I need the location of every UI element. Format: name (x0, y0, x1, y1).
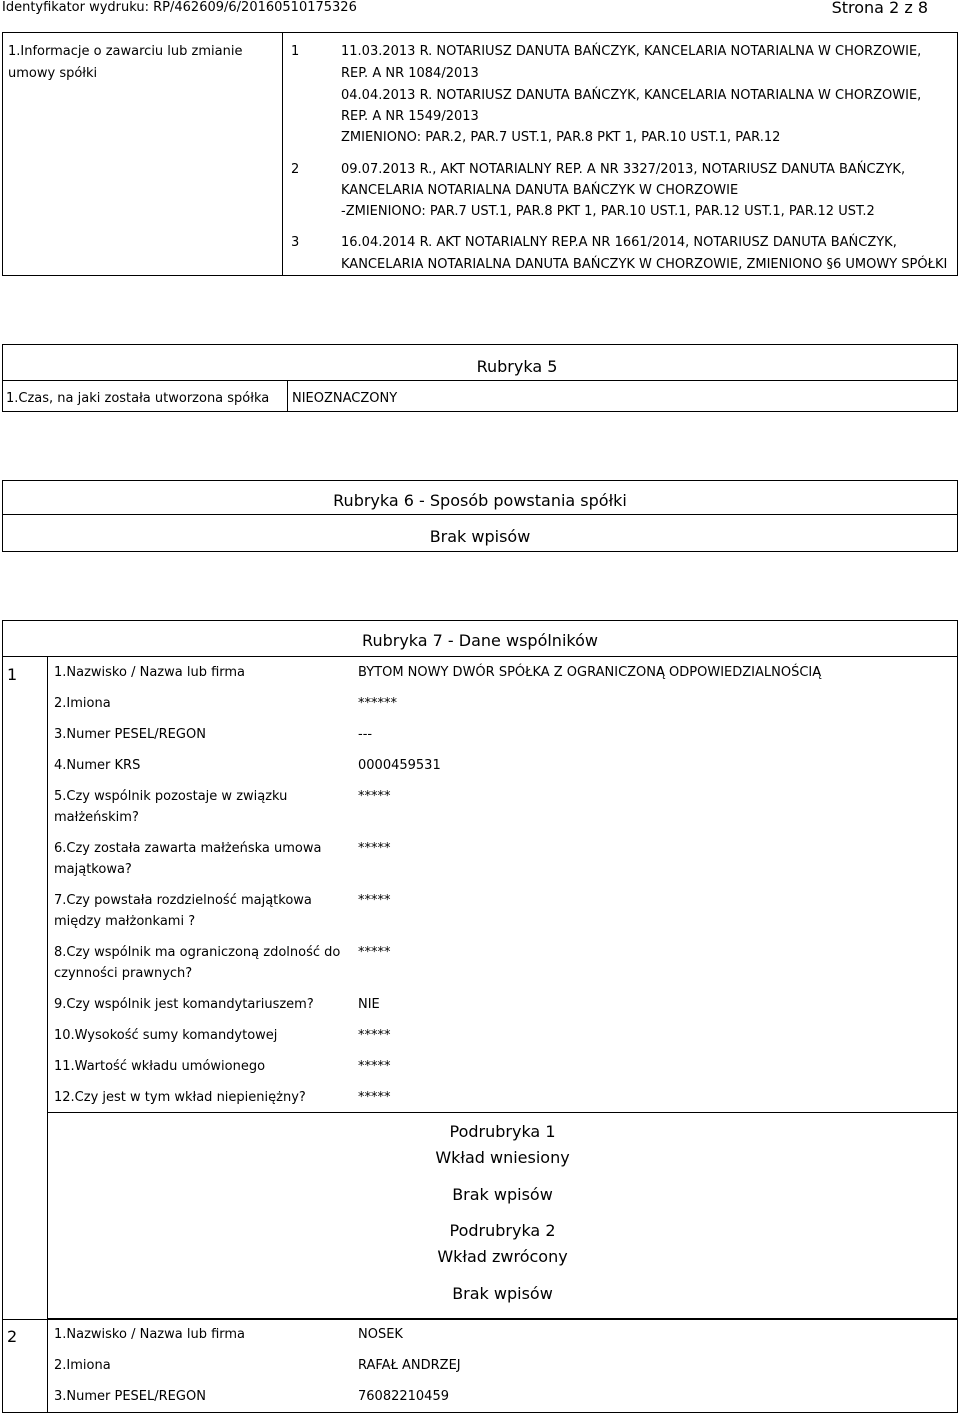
field-label: 11.Wartość wkładu umówionego (54, 1059, 266, 1074)
print-identifier: Identyfikator wydruku: RP/462609/6/20160510175326 (2, 0, 357, 15)
field-value: 0000459531 (358, 758, 441, 773)
field-value: ***** (358, 1059, 391, 1074)
entry-number: 3 (291, 235, 300, 250)
entry-line: 09.07.2013 R., AKT NOTARIALNY REP. A NR 3327/2013, NOTARIUSZ DANUTA BAŃCZYK, (341, 162, 906, 177)
changes-label-line2: umowy spółki (8, 66, 98, 81)
rubryka6-empty: Brak wpisów (429, 527, 531, 546)
field-value: ****** (358, 696, 397, 711)
field-label: 1.Nazwisko / Nazwa lub firma (54, 665, 246, 680)
sub2-title: Podrubryka 2 (449, 1221, 556, 1240)
field-label: małżeńskim? (54, 810, 139, 825)
entry-line: -ZMIENIONO: PAR.7 UST.1, PAR.8 PKT 1, PAR.10 UST.1, PAR.12 UST.1, PAR.12 UST.2 (341, 204, 875, 219)
field-value: RAFAŁ ANDRZEJ (358, 1358, 461, 1373)
rubryka5-label: 1.Czas, na jaki została utworzona spółka (6, 391, 270, 406)
entry-line: REP. A NR 1549/2013 (341, 109, 479, 124)
rubryka5-title: Rubryka 5 (476, 357, 558, 376)
rubryka5-value: NIEOZNACZONY (292, 391, 398, 406)
field-label: 1.Nazwisko / Nazwa lub firma (54, 1327, 246, 1342)
partner-number: 2 (7, 1327, 18, 1346)
page-number: Strona 2 z 8 (831, 0, 928, 17)
field-label: 3.Numer PESEL/REGON (54, 1389, 206, 1404)
field-value: BYTOM NOWY DWÓR SPÓŁKA Z OGRANICZONĄ ODPOWIEDZIALNOŚCIĄ (358, 665, 822, 680)
entry-number: 2 (291, 162, 300, 177)
rubryka7-title: Rubryka 7 - Dane wspólników (362, 631, 598, 650)
field-label: 2.Imiona (54, 1358, 111, 1373)
field-label: 7.Czy powstała rozdzielność majątkowa (54, 893, 312, 908)
sub2-empty: Brak wpisów (452, 1284, 553, 1303)
field-label: 10.Wysokość sumy komandytowej (54, 1028, 278, 1043)
field-value: ***** (358, 1028, 391, 1043)
rubryka6-title: Rubryka 6 - Sposób powstania spółki (333, 491, 627, 510)
field-label: 4.Numer KRS (54, 758, 141, 773)
changes-label-line1: 1.Informacje o zawarciu lub zmianie (8, 44, 243, 59)
sub2-subtitle: Wkład zwrócony (437, 1247, 568, 1266)
entry-line: KANCELARIA NOTARIALNA DANUTA BAŃCZYK W CHORZOWIE, ZMIENIONO §6 UMOWY SPÓŁKI (341, 257, 948, 272)
field-label: 6.Czy została zawarta małżeńska umowa (54, 841, 322, 856)
field-label: 12.Czy jest w tym wkład niepieniężny? (54, 1090, 306, 1105)
field-value: NIE (358, 997, 380, 1012)
field-value: NOSEK (358, 1327, 403, 1342)
field-label: 9.Czy wspólnik jest komandytariuszem? (54, 997, 314, 1012)
field-value: ***** (358, 893, 391, 908)
field-label: 8.Czy wspólnik ma ograniczoną zdolność do (54, 945, 341, 960)
field-label: czynności prawnych? (54, 966, 193, 981)
entry-line: REP. A NR 1084/2013 (341, 66, 479, 81)
field-label: 3.Numer PESEL/REGON (54, 727, 206, 742)
sub1-title: Podrubryka 1 (449, 1122, 556, 1141)
field-label: 5.Czy wspólnik pozostaje w związku (54, 789, 288, 804)
entry-line: 16.04.2014 R. AKT NOTARIALNY REP.A NR 1661/2014, NOTARIUSZ DANUTA BAŃCZYK, (341, 235, 897, 250)
field-value: ***** (358, 945, 391, 960)
field-value: 76082210459 (358, 1389, 449, 1404)
sub1-subtitle: Wkład wniesiony (435, 1148, 570, 1167)
field-value: --- (358, 727, 373, 742)
entry-line: 11.03.2013 R. NOTARIUSZ DANUTA BAŃCZYK, KANCELARIA NOTARIALNA W CHORZOWIE, (341, 44, 922, 59)
sub1-empty: Brak wpisów (452, 1185, 553, 1204)
field-label: między małżonkami ? (54, 914, 196, 929)
entry-line: 04.04.2013 R. NOTARIUSZ DANUTA BAŃCZYK, KANCELARIA NOTARIALNA W CHORZOWIE, (341, 88, 922, 103)
field-label: 2.Imiona (54, 696, 111, 711)
field-label: majątkowa? (54, 862, 132, 877)
entry-number: 1 (291, 44, 300, 59)
entry-line: KANCELARIA NOTARIALNA DANUTA BAŃCZYK W CHORZOWIE (341, 183, 739, 198)
partner-number: 1 (7, 665, 18, 684)
field-value: ***** (358, 841, 391, 856)
field-value: ***** (358, 1090, 391, 1105)
entry-line: ZMIENIONO: PAR.2, PAR.7 UST.1, PAR.8 PKT 1, PAR.10 UST.1, PAR.12 (341, 130, 781, 145)
field-value: ***** (358, 789, 391, 804)
